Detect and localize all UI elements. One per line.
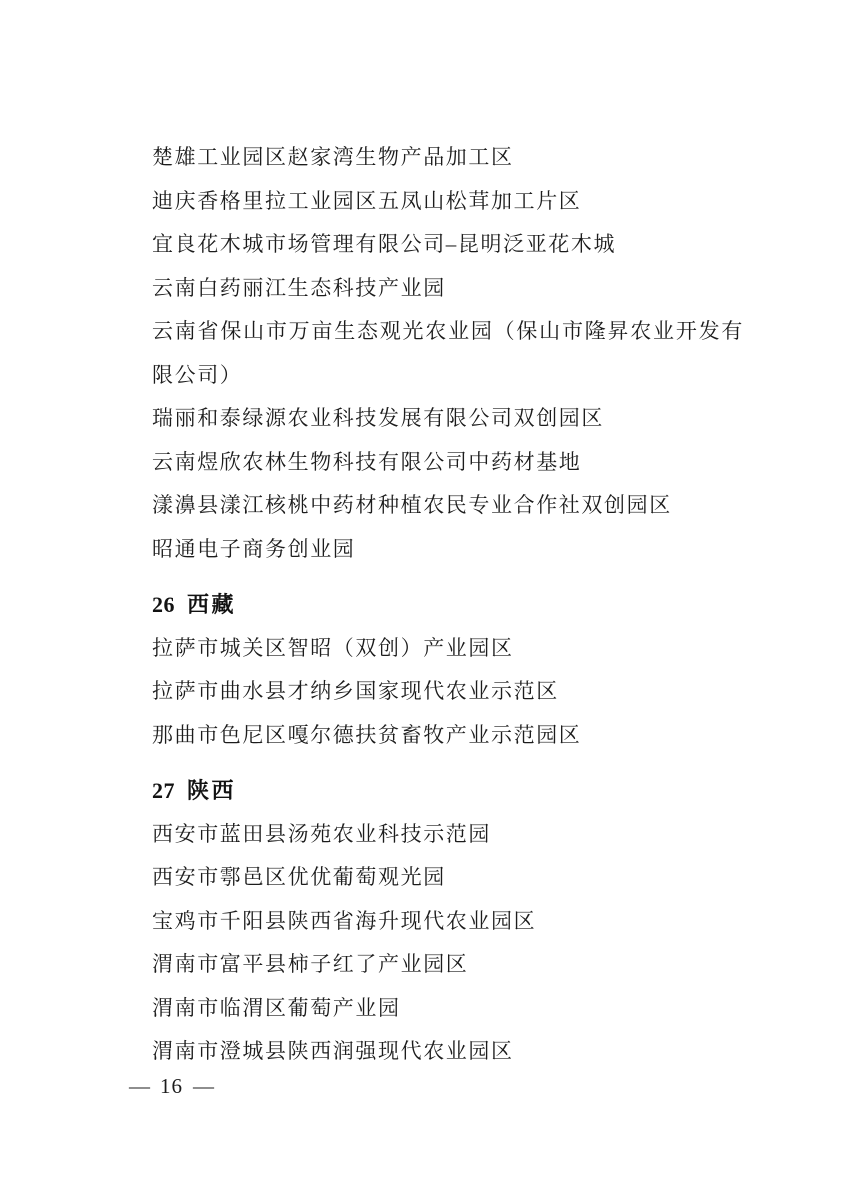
section-title: 陕西 bbox=[187, 778, 237, 803]
list-item: 云南煜欣农林生物科技有限公司中药材基地 bbox=[152, 449, 582, 474]
footer-dash-right: — bbox=[193, 1074, 214, 1098]
list-item: 渭南市临渭区葡萄产业园 bbox=[152, 995, 401, 1020]
list-item: 渭南市澄城县陕西润强现代农业园区 bbox=[152, 1039, 514, 1063]
document-content bbox=[152, 136, 744, 1074]
carryover-item-list bbox=[152, 136, 744, 571]
page-footer bbox=[129, 1072, 214, 1100]
list-item: 昭通电子商务创业园 bbox=[152, 536, 356, 561]
list-item: 西安市鄠邑区优优葡萄观光园 bbox=[152, 865, 446, 889]
section-header bbox=[152, 583, 744, 627]
section-header bbox=[152, 769, 744, 813]
list-item: 西安市蓝田县汤苑农业科技示范园 bbox=[152, 821, 491, 846]
list-item: 漾濞县漾江核桃中药材种植农民专业合作社双创园区 bbox=[152, 493, 672, 517]
list-item: 拉萨市城关区智昭（双创）产业园区 bbox=[152, 635, 514, 660]
section-list bbox=[152, 583, 744, 1074]
list-item: 云南省保山市万亩生态观光农业园（保山市隆昇农业开发有限公司） bbox=[152, 319, 744, 387]
list-item: 迪庆香格里拉工业园区五凤山松茸加工片区 bbox=[152, 188, 582, 213]
footer-dash-left: — bbox=[129, 1074, 150, 1098]
list-item: 渭南市富平县柿子红了产业园区 bbox=[152, 952, 469, 976]
section-number: 26 bbox=[152, 592, 175, 617]
list-item: 拉萨市曲水县才纳乡国家现代农业示范区 bbox=[152, 679, 559, 703]
list-item: 那曲市色尼区嘎尔德扶贫畜牧产业示范园区 bbox=[152, 722, 582, 747]
section-number: 27 bbox=[152, 778, 175, 803]
list-item: 宜良花木城市场管理有限公司–昆明泛亚花木城 bbox=[152, 232, 617, 256]
list-item: 楚雄工业园区赵家湾生物产品加工区 bbox=[152, 145, 514, 169]
page-number: 16 bbox=[160, 1074, 183, 1098]
list-item: 宝鸡市千阳县陕西省海升现代农业园区 bbox=[152, 908, 537, 933]
list-item: 云南白药丽江生态科技产业园 bbox=[152, 275, 446, 300]
list-item: 瑞丽和泰绿源农业科技发展有限公司双创园区 bbox=[152, 406, 604, 430]
section-title: 西藏 bbox=[187, 592, 237, 617]
